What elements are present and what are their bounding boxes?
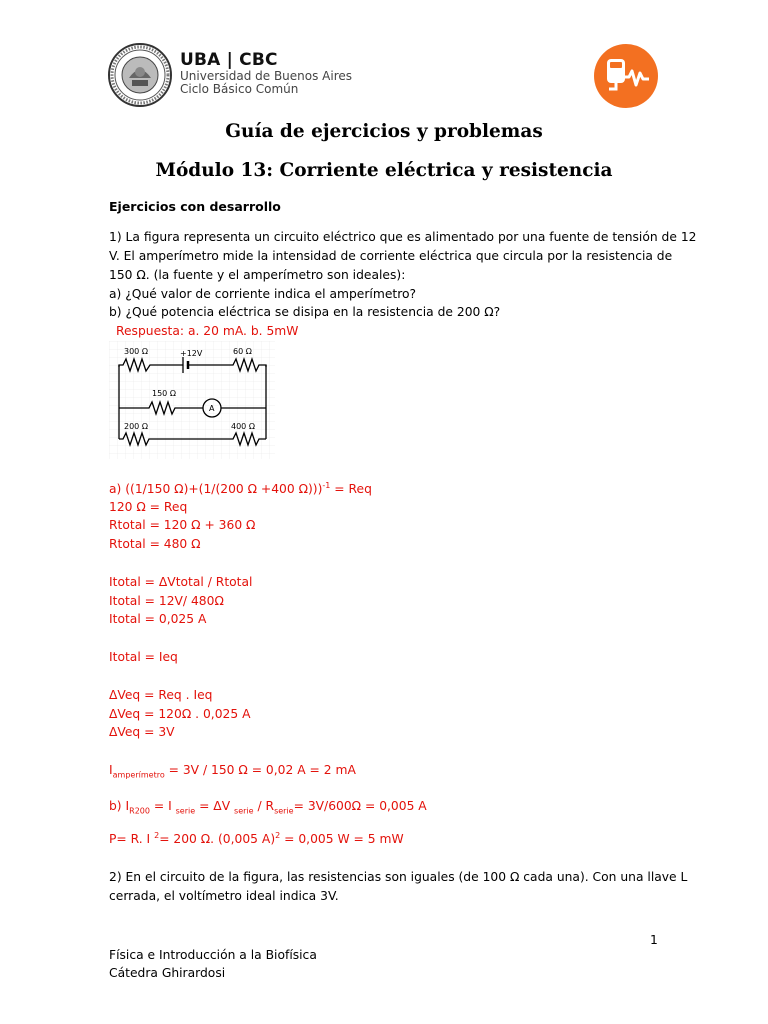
solution-line: ΔVeq = 120Ω . 0,025 A bbox=[109, 707, 251, 721]
section-heading: Ejercicios con desarrollo bbox=[109, 199, 281, 214]
solution-line: Rtotal = 480 Ω bbox=[109, 537, 201, 551]
solution-line: Itotal = Ieq bbox=[109, 650, 178, 664]
problem1-line: b) ¿Qué potencia eléctrica se disipa en la resistencia de 200 Ω? bbox=[109, 305, 501, 319]
r200-label: 200 Ω bbox=[124, 422, 148, 431]
problem1-line: V. El amperímetro mide la intensidad de corriente eléctrica que circula por la resistencia de bbox=[109, 249, 673, 263]
solution-line: $I_{amperímetro} = 3V / 150$ Ω = 0,02 A = 2 mA bbox=[109, 763, 356, 780]
uba-header-text bbox=[180, 50, 352, 96]
problem2-line: cerrada, el voltímetro ideal indica 3V. bbox=[109, 889, 339, 903]
page-title: Guía de ejercicios y problemas bbox=[225, 121, 543, 142]
problem1-line: 1) La figura representa un circuito eléctrico que es alimentado por una fuente de tensión de 12 bbox=[109, 230, 697, 244]
solution-line: a) ((1/150 Ω)+(1/(200 Ω +400 Ω)))$^{-1}$ = Req bbox=[109, 481, 372, 497]
problem1-line: a) ¿Qué valor de corriente indica el amperímetro? bbox=[109, 287, 417, 301]
uba-seal-logo bbox=[107, 42, 173, 108]
source-label: +12V bbox=[180, 349, 203, 358]
solution-line: Rtotal = 120 Ω + 360 Ω bbox=[109, 518, 256, 532]
solution-line: P= R. I $^2$= 200 Ω. (0,005 A)$^2$ = 0,005 W = 5 mW bbox=[109, 831, 404, 847]
footer-course: Física e Introducción a la Biofísica bbox=[109, 948, 317, 962]
solution-line: Itotal = 0,025 A bbox=[109, 612, 207, 626]
problem1-line: 150 Ω. (la fuente y el amperímetro son ideales): bbox=[109, 268, 406, 282]
solution-line: Itotal = ΔVtotal / Rtotal bbox=[109, 575, 253, 589]
ammeter-label: A bbox=[209, 404, 215, 413]
module-title: Módulo 13: Corriente eléctrica y resistencia bbox=[155, 160, 613, 181]
r60-label: 60 Ω bbox=[233, 347, 252, 356]
r400-label: 400 Ω bbox=[231, 422, 255, 431]
r300-label: 300 Ω bbox=[124, 347, 148, 356]
footer-chair: Cátedra Ghirardosi bbox=[109, 966, 226, 980]
solution-line: 120 Ω = Req bbox=[109, 500, 188, 514]
solution-line: ΔVeq = Req . Ieq bbox=[109, 688, 213, 702]
solution-line: Itotal = 12V/ 480Ω bbox=[109, 594, 224, 608]
circuit-diagram bbox=[109, 341, 275, 459]
solution-line: b) $I_{R200} = I$ $_{serie}$ = ΔV $_{serie} / R_{serie}= 3V/600\Omega = 0,005$ A bbox=[109, 799, 427, 816]
r150-label: 150 Ω bbox=[152, 389, 176, 398]
uba-title: UBA | CBC bbox=[180, 50, 278, 70]
problem2-line: 2) En el circuito de la figura, las resistencias son iguales (de 100 Ω cada una). Con una llave L bbox=[109, 870, 688, 884]
uba-line2: Ciclo Básico Común bbox=[180, 82, 299, 96]
page-number: 1 bbox=[650, 933, 658, 947]
uba-line1: Universidad de Buenos Aires bbox=[180, 69, 353, 83]
solution-line: ΔVeq = 3V bbox=[109, 725, 175, 739]
biofisica-logo-icon bbox=[593, 43, 659, 109]
answer-text: Respuesta: a. 20 mA. b. 5mW bbox=[116, 324, 299, 338]
